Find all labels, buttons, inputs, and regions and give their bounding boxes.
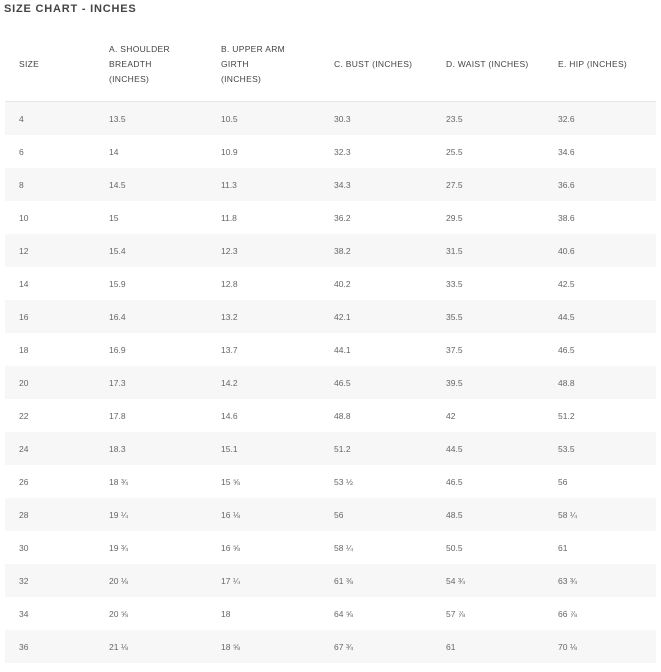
table-row bbox=[5, 366, 656, 399]
cell-shoulder-breadth: 18 ¾ bbox=[95, 465, 207, 498]
cell-bust: 64 ⅝ bbox=[320, 597, 432, 630]
cell-upper-arm-girth: 11.8 bbox=[207, 201, 320, 234]
cell-shoulder-breadth: 20 ⅛ bbox=[95, 564, 207, 597]
cell-waist: 33.5 bbox=[432, 267, 544, 300]
column-header-shoulder-breadth: A. SHOULDER BREADTH (INCHES) bbox=[95, 28, 207, 102]
table-row bbox=[5, 498, 656, 531]
cell-hip: 36.6 bbox=[544, 168, 656, 201]
cell-waist: 48.5 bbox=[432, 498, 544, 531]
cell-size: 8 bbox=[5, 168, 95, 201]
cell-hip: 63 ¾ bbox=[544, 564, 656, 597]
cell-bust: 44.1 bbox=[320, 333, 432, 366]
cell-upper-arm-girth: 10.5 bbox=[207, 102, 320, 136]
cell-waist: 25.5 bbox=[432, 135, 544, 168]
cell-hip: 40.6 bbox=[544, 234, 656, 267]
table-row bbox=[5, 333, 656, 366]
cell-waist: 42 bbox=[432, 399, 544, 432]
cell-upper-arm-girth: 18 bbox=[207, 597, 320, 630]
table-row bbox=[5, 102, 656, 136]
cell-upper-arm-girth: 14.6 bbox=[207, 399, 320, 432]
table-row bbox=[5, 201, 656, 234]
cell-bust: 34.3 bbox=[320, 168, 432, 201]
cell-waist: 39.5 bbox=[432, 366, 544, 399]
cell-bust: 40.2 bbox=[320, 267, 432, 300]
cell-size: 24 bbox=[5, 432, 95, 465]
column-header-size: SIZE bbox=[5, 28, 95, 102]
column-header-bust: C. BUST (INCHES) bbox=[320, 28, 432, 102]
cell-shoulder-breadth: 20 ⅝ bbox=[95, 597, 207, 630]
table-row bbox=[5, 597, 656, 630]
page-title: SIZE CHART - INCHES bbox=[4, 3, 137, 15]
table-row bbox=[5, 135, 656, 168]
table-row bbox=[5, 630, 656, 663]
cell-waist: 61 bbox=[432, 630, 544, 663]
table-header-row bbox=[5, 28, 656, 102]
cell-shoulder-breadth: 17.8 bbox=[95, 399, 207, 432]
table-row bbox=[5, 267, 656, 300]
cell-bust: 51.2 bbox=[320, 432, 432, 465]
cell-hip: 70 ⅛ bbox=[544, 630, 656, 663]
cell-shoulder-breadth: 15.4 bbox=[95, 234, 207, 267]
cell-waist: 29.5 bbox=[432, 201, 544, 234]
cell-upper-arm-girth: 16 ⅛ bbox=[207, 498, 320, 531]
cell-bust: 67 ¾ bbox=[320, 630, 432, 663]
cell-bust: 32.3 bbox=[320, 135, 432, 168]
cell-hip: 53.5 bbox=[544, 432, 656, 465]
cell-bust: 58 ¼ bbox=[320, 531, 432, 564]
cell-shoulder-breadth: 21 ⅛ bbox=[95, 630, 207, 663]
cell-waist: 44.5 bbox=[432, 432, 544, 465]
cell-waist: 31.5 bbox=[432, 234, 544, 267]
cell-upper-arm-girth: 17 ¼ bbox=[207, 564, 320, 597]
cell-bust: 30.3 bbox=[320, 102, 432, 136]
cell-waist: 37.5 bbox=[432, 333, 544, 366]
cell-upper-arm-girth: 15.1 bbox=[207, 432, 320, 465]
cell-bust: 53 ½ bbox=[320, 465, 432, 498]
cell-waist: 35.5 bbox=[432, 300, 544, 333]
cell-size: 10 bbox=[5, 201, 95, 234]
cell-size: 4 bbox=[5, 102, 95, 136]
cell-size: 18 bbox=[5, 333, 95, 366]
column-header-waist: D. WAIST (INCHES) bbox=[432, 28, 544, 102]
column-header-hip: E. HIP (INCHES) bbox=[544, 28, 656, 102]
cell-bust: 56 bbox=[320, 498, 432, 531]
cell-shoulder-breadth: 19 ¾ bbox=[95, 531, 207, 564]
cell-shoulder-breadth: 16.9 bbox=[95, 333, 207, 366]
cell-upper-arm-girth: 18 ⅝ bbox=[207, 630, 320, 663]
cell-bust: 38.2 bbox=[320, 234, 432, 267]
cell-waist: 54 ¾ bbox=[432, 564, 544, 597]
cell-shoulder-breadth: 17.3 bbox=[95, 366, 207, 399]
cell-upper-arm-girth: 14.2 bbox=[207, 366, 320, 399]
cell-shoulder-breadth: 15 bbox=[95, 201, 207, 234]
cell-shoulder-breadth: 19 ¼ bbox=[95, 498, 207, 531]
cell-upper-arm-girth: 13.2 bbox=[207, 300, 320, 333]
cell-size: 14 bbox=[5, 267, 95, 300]
cell-bust: 46.5 bbox=[320, 366, 432, 399]
table-row bbox=[5, 234, 656, 267]
cell-hip: 51.2 bbox=[544, 399, 656, 432]
table-row bbox=[5, 465, 656, 498]
cell-size: 34 bbox=[5, 597, 95, 630]
cell-size: 36 bbox=[5, 630, 95, 663]
cell-hip: 34.6 bbox=[544, 135, 656, 168]
cell-size: 28 bbox=[5, 498, 95, 531]
cell-size: 32 bbox=[5, 564, 95, 597]
cell-waist: 46.5 bbox=[432, 465, 544, 498]
table-row bbox=[5, 432, 656, 465]
cell-upper-arm-girth: 16 ⅝ bbox=[207, 531, 320, 564]
cell-size: 16 bbox=[5, 300, 95, 333]
cell-waist: 50.5 bbox=[432, 531, 544, 564]
cell-size: 20 bbox=[5, 366, 95, 399]
cell-waist: 57 ⅞ bbox=[432, 597, 544, 630]
column-header-upper-arm-girth: B. UPPER ARM GIRTH (INCHES) bbox=[207, 28, 320, 102]
cell-size: 6 bbox=[5, 135, 95, 168]
cell-size: 26 bbox=[5, 465, 95, 498]
cell-hip: 44.5 bbox=[544, 300, 656, 333]
cell-hip: 32.6 bbox=[544, 102, 656, 136]
table-row bbox=[5, 564, 656, 597]
cell-shoulder-breadth: 14.5 bbox=[95, 168, 207, 201]
table-row bbox=[5, 399, 656, 432]
cell-hip: 38.6 bbox=[544, 201, 656, 234]
cell-waist: 27.5 bbox=[432, 168, 544, 201]
table-row bbox=[5, 300, 656, 333]
cell-upper-arm-girth: 10.9 bbox=[207, 135, 320, 168]
cell-hip: 42.5 bbox=[544, 267, 656, 300]
cell-bust: 48.8 bbox=[320, 399, 432, 432]
cell-hip: 58 ¼ bbox=[544, 498, 656, 531]
cell-shoulder-breadth: 18.3 bbox=[95, 432, 207, 465]
cell-bust: 36.2 bbox=[320, 201, 432, 234]
cell-hip: 66 ⅞ bbox=[544, 597, 656, 630]
cell-size: 12 bbox=[5, 234, 95, 267]
cell-waist: 23.5 bbox=[432, 102, 544, 136]
cell-hip: 48.8 bbox=[544, 366, 656, 399]
cell-bust: 42.1 bbox=[320, 300, 432, 333]
cell-shoulder-breadth: 13.5 bbox=[95, 102, 207, 136]
cell-upper-arm-girth: 12.3 bbox=[207, 234, 320, 267]
cell-bust: 61 ⅜ bbox=[320, 564, 432, 597]
cell-upper-arm-girth: 13.7 bbox=[207, 333, 320, 366]
table-row bbox=[5, 168, 656, 201]
cell-upper-arm-girth: 11.3 bbox=[207, 168, 320, 201]
cell-shoulder-breadth: 15.9 bbox=[95, 267, 207, 300]
table-row bbox=[5, 531, 656, 564]
cell-hip: 56 bbox=[544, 465, 656, 498]
cell-upper-arm-girth: 12.8 bbox=[207, 267, 320, 300]
size-chart-table bbox=[5, 28, 656, 663]
cell-upper-arm-girth: 15 ⅝ bbox=[207, 465, 320, 498]
cell-shoulder-breadth: 16.4 bbox=[95, 300, 207, 333]
cell-size: 22 bbox=[5, 399, 95, 432]
cell-shoulder-breadth: 14 bbox=[95, 135, 207, 168]
cell-hip: 46.5 bbox=[544, 333, 656, 366]
cell-size: 30 bbox=[5, 531, 95, 564]
cell-hip: 61 bbox=[544, 531, 656, 564]
